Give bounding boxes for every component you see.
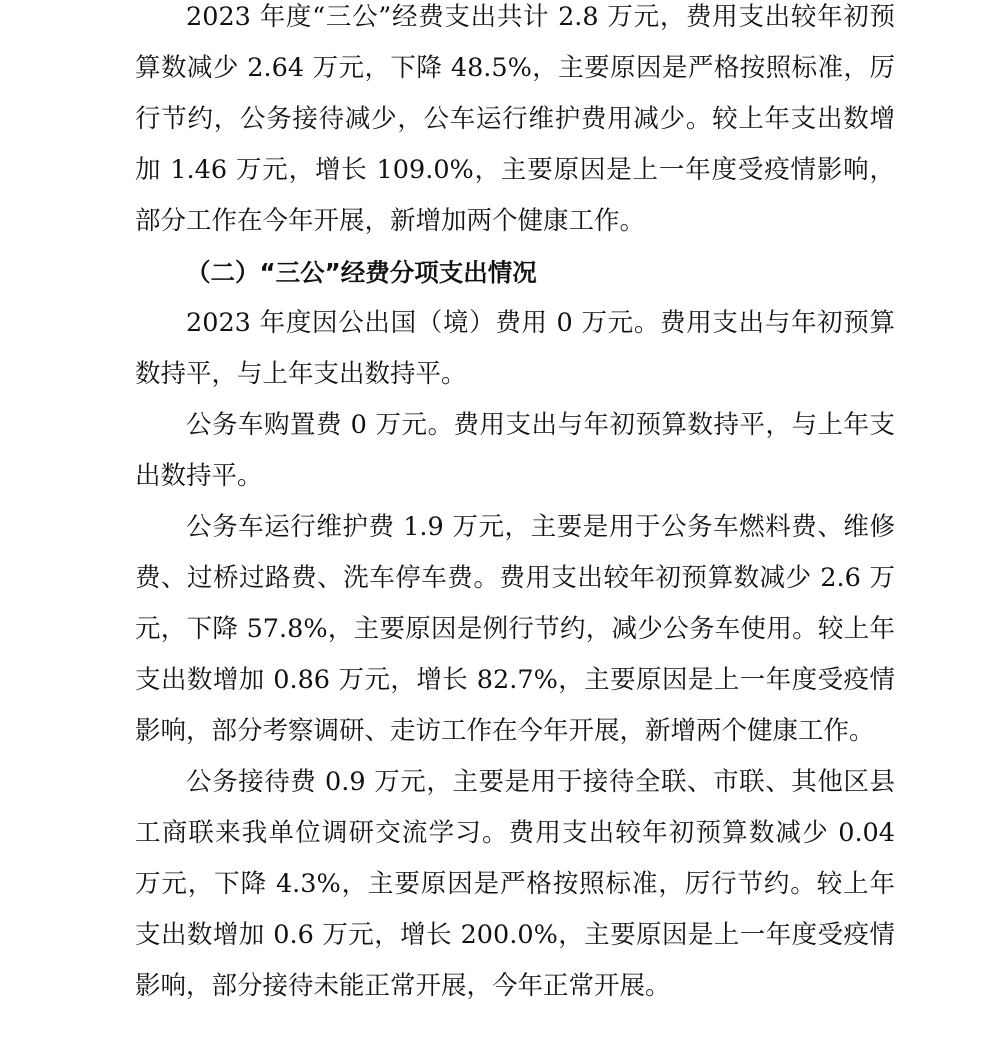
paragraph-official-reception: 公务接待费 0.9 万元，主要是用于接待全联、市联、其他区县工商联来我单位调研交流学习。费用支出较年初预算数减少 0.04 万元，下降 4.3%，主要原因是严格按照标准，厉行节约。较上年支出数增加 0.6 万元，增长 200.0%，主要原因是上一年度受疫情影响，部分接待未能正常开展，今年正常开展。 (135, 767, 895, 1001)
paragraph-total-expenditure: 2023 年度“三公”经费支出共计 2.8 万元，费用支出较年初预算数减少 2.64 万元，下降 48.5%，主要原因是严格按照标准，厉行节约，公务接待减少，公车运行维护费用减少。较上年支出数增加 1.46 万元，增长 109.0%，主要原因是上一年度受疫情影响，部分工作在今年开展，新增加两个健康工作。 (135, 2, 895, 236)
paragraph-vehicle-maintenance: 公务车运行维护费 1.9 万元，主要是用于公务车燃料费、维修费、过桥过路费、洗车停车费。费用支出较年初预算数减少 2.6 万元，下降 57.8%，主要原因是例行节约，减少公务车使用。较上年支出数增加 0.86 万元，增长 82.7%，主要原因是上一年度受疫情影响，部分考察调研、走访工作在今年开展，新增两个健康工作。 (135, 512, 895, 746)
document-page (135, 0, 895, 1012)
paragraph-overseas-travel: 2023 年度因公出国（境）费用 0 万元。费用支出与年初预算数持平，与上年支出数持平。 (135, 308, 895, 389)
section-heading-itemized: （二）“三公”经费分项支出情况 (186, 258, 537, 287)
paragraph-vehicle-purchase: 公务车购置费 0 万元。费用支出与年初预算数持平，与上年支出数持平。 (135, 410, 895, 491)
